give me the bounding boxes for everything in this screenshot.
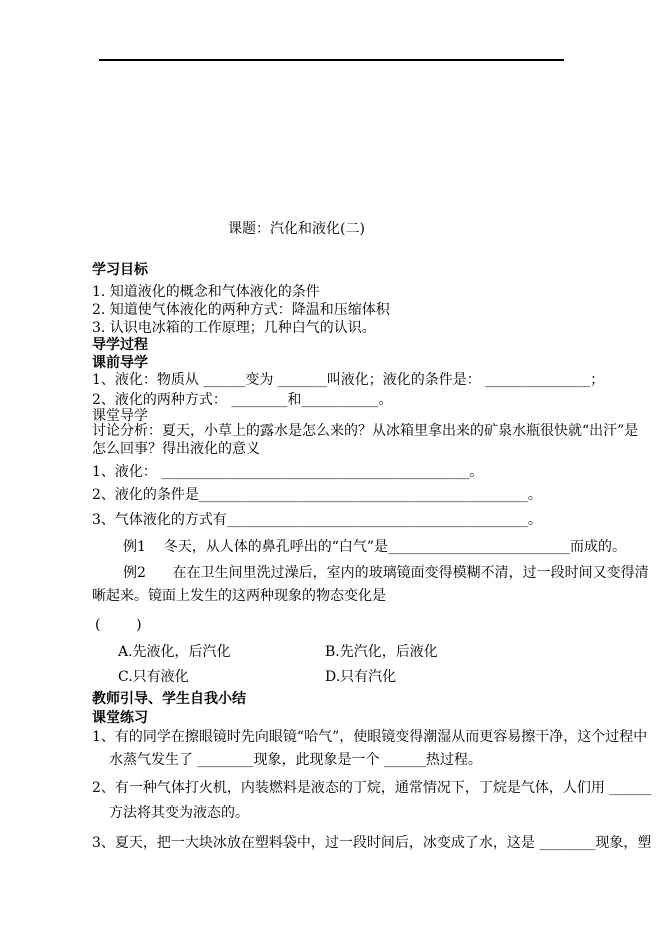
section-heading-learning-goals: 学习目标 [92, 262, 148, 278]
subsection-heading-in-class: 课堂导学 [92, 408, 148, 424]
answer-blank-liquefaction-methods: 3、气体液化的方式有___________________________________________。 [92, 512, 542, 528]
goal-item-2: 2. 知道使气体液化的两种方式：降温和压缩体积 [92, 302, 390, 318]
goal-item-3: 3. 认识电冰箱的工作原理；几种白气的认识。 [92, 320, 376, 336]
discussion-prompt-line-1: 讨论分析：夏天，小草上的露水是怎么来的？从冰箱里拿出来的矿泉水瓶很快就“出汗”是 [92, 423, 639, 439]
page-title: 课题：汽化和液化(二) [228, 221, 365, 237]
exercise-2-line-1: 2、有一种气体打火机，内装燃料是液态的丁烷，通常情况下，丁烷是气体，人们用 ______ [92, 780, 652, 796]
exercise-1-line-1: 1、有的同学在擦眼镜时先向眼镜“哈气”，使眼镜变得潮湿从而更容易擦干净，这个过程中 [92, 729, 648, 745]
example-2-line-1: 例2 在在卫生间里洗过澡后，室内的玻璃镜面变得模糊不清，过一段时间又变得清 [123, 565, 649, 581]
answer-blank-liquefaction-condition: 2、液化的条件是_______________________________________________。 [92, 487, 542, 503]
option-a: A.先液化，后汽化 [118, 644, 231, 660]
pre-class-fill-blank-1: 1、液化：物质从 ______变为 _______叫液化；液化的条件是： _______________； [92, 372, 605, 388]
section-heading-class-exercise: 课堂练习 [92, 710, 148, 726]
subsection-heading-pre-class: 课前导学 [92, 355, 148, 371]
exercise-1-line-2: 水蒸气发生了 ________现象，此现象是一个 ______热过程。 [109, 752, 482, 768]
answer-blank-liquefaction-definition: 1、液化： ____________________________________________。 [92, 464, 484, 480]
section-heading-guided-process: 导学过程 [92, 337, 148, 353]
option-c: C.只有液化 [118, 669, 189, 685]
exercise-2-line-2: 方法将其变为液态的。 [109, 805, 249, 821]
option-b: B.先汽化，后液化 [325, 644, 438, 660]
option-d: D.只有汽化 [325, 669, 397, 685]
exercise-3-line-1: 3、夏天，把一大块冰放在塑料袋中，过一段时间后，冰变成了水，这是 ________现象，塑 [92, 835, 652, 851]
header-rule [99, 59, 564, 61]
answer-parentheses: ( ) [95, 617, 142, 633]
section-heading-teacher-summary: 教师引导、学生自我小结 [92, 691, 246, 707]
pre-class-fill-blank-2: 2、液化的两种方式： ________和___________。 [92, 392, 393, 408]
example-1-line: 例1 冬天，从人体的鼻孔呼出的“白气”是__________________________而成的。 [123, 539, 627, 555]
goal-item-1: 1. 知道液化的概念和气体液化的条件 [92, 284, 320, 300]
discussion-prompt-line-2: 怎么回事？得出液化的意义 [92, 441, 260, 457]
example-2-line-2: 晰起来。镜面上发生的这两种现象的物态变化是 [92, 588, 386, 604]
